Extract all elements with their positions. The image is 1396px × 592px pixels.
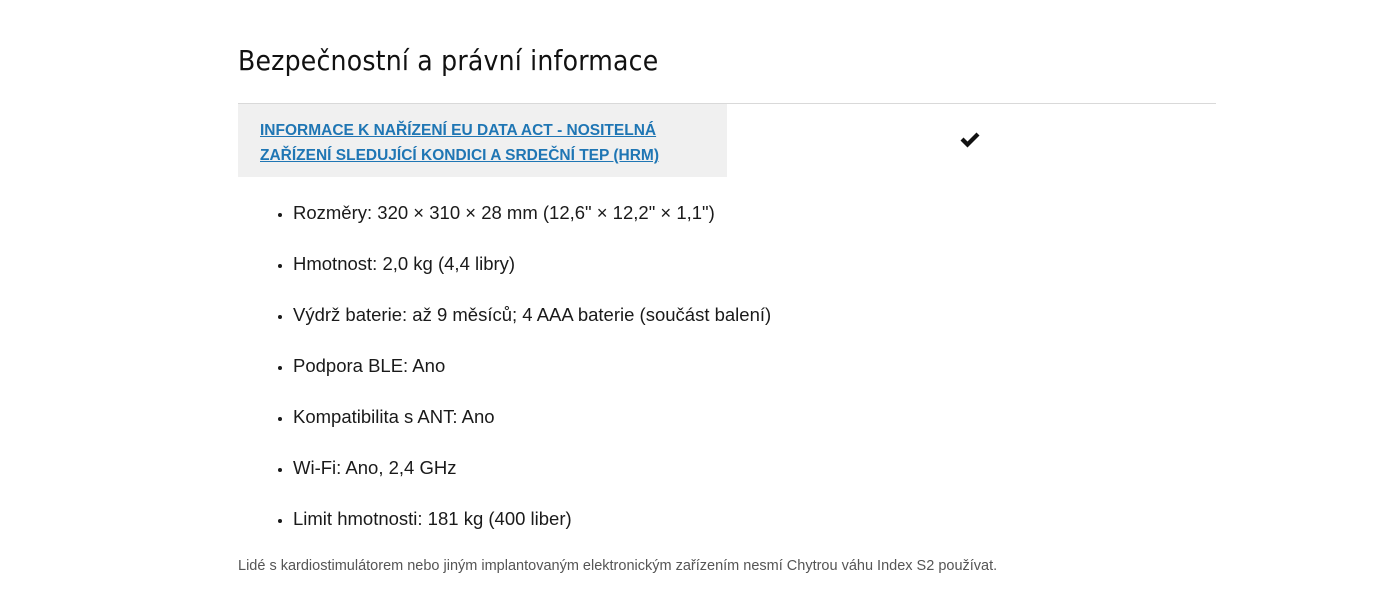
checkmark-icon (959, 131, 983, 151)
spec-dimensions: • Rozměry: 320 × 310 × 28 mm (12,6" × 12,2" × 1,1") (293, 187, 771, 238)
spec-weight: • Hmotnost: 2,0 kg (4,4 libry) (293, 238, 771, 289)
data-act-link-line1: INFORMACE K NAŘÍZENÍ EU DATA ACT - NOSITELNÁ (260, 122, 657, 139)
data-act-cell (238, 104, 727, 177)
spec-ant: • Kompatibilita s ANT: Ano (293, 391, 771, 442)
section-title: Bezpečnostní a právní informace (238, 44, 659, 77)
spec-weight-limit: • Limit hmotnosti: 181 kg (400 liber) (293, 493, 771, 544)
spec-ble: • Podpora BLE: Ano (293, 340, 771, 391)
data-act-row (238, 104, 1216, 177)
data-act-link-line2: ZAŘÍZENÍ SLEDUJÍCÍ KONDICI A SRDEČNÍ TEP (HRM) (260, 147, 659, 164)
data-act-link[interactable] (260, 118, 707, 168)
spec-battery: • Výdrž baterie: až 9 měsíců; 4 AAA baterie (součást balení) (293, 289, 771, 340)
spec-wifi: • Wi-Fi: Ano, 2,4 GHz (293, 442, 771, 493)
pacemaker-warning: Lidé s kardiostimulátorem nebo jiným implantovaným elektronickým zařízením nesmí Chytrou váhu Index S2 používat. (238, 558, 998, 574)
specs-list (273, 187, 771, 544)
